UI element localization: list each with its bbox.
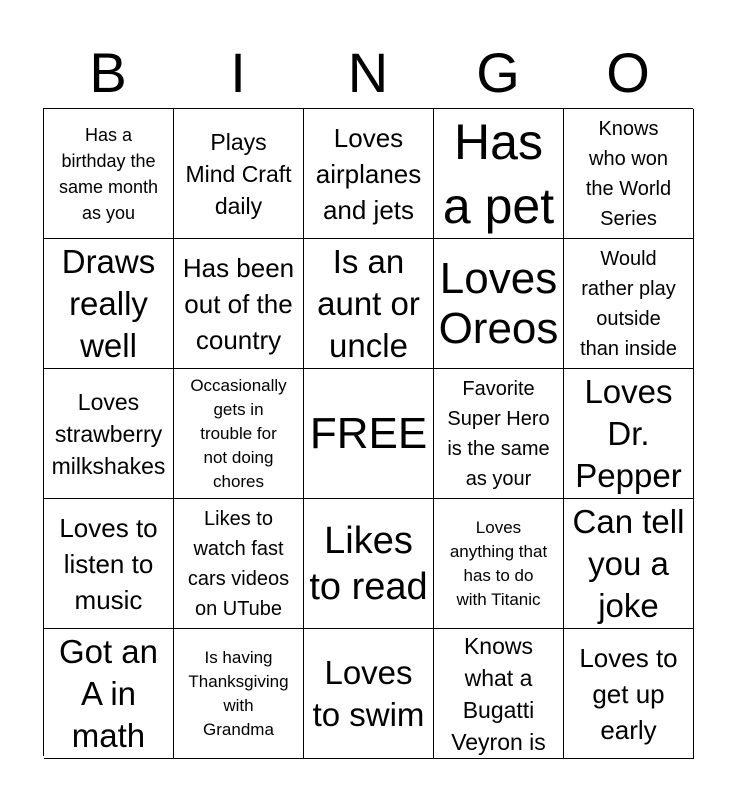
- bingo-cell[interactable]: [44, 499, 174, 629]
- bingo-cell[interactable]: [44, 629, 174, 759]
- bingo-header: [43, 40, 693, 106]
- cell-text: Has a pet: [442, 113, 555, 234]
- bingo-cell[interactable]: [564, 109, 694, 239]
- bingo-cell[interactable]: [434, 369, 564, 499]
- header-letter-i: I: [230, 41, 246, 104]
- cell-text: Knows what a Bugatti Veyron is: [451, 632, 546, 755]
- bingo-cell[interactable]: [564, 499, 694, 629]
- bingo-cell[interactable]: [434, 109, 564, 239]
- bingo-cell[interactable]: [304, 239, 434, 369]
- cell-text: Favorite Super Hero is the same as your: [447, 377, 550, 490]
- cell-text: Likes to watch fast cars videos on UTube: [187, 507, 290, 620]
- cell-text: Loves to swim: [312, 653, 425, 733]
- cell-text: Has been out of the country: [182, 252, 295, 355]
- header-letter-b: B: [89, 41, 127, 104]
- cell-text: Would rather play outside than inside: [580, 247, 677, 360]
- cell-text: Occasionally gets in trouble for not doing chores: [190, 375, 287, 491]
- bingo-cell[interactable]: [564, 369, 694, 499]
- cell-text: Can tell you a joke: [572, 502, 685, 624]
- free-space[interactable]: [304, 369, 434, 499]
- cell-text: Loves anything that has to do with Titanic: [449, 517, 548, 609]
- bingo-cell[interactable]: [304, 629, 434, 759]
- bingo-cell[interactable]: [304, 499, 434, 629]
- cell-text: Got an A in math: [58, 632, 159, 754]
- cell-text: Loves Dr. Pepper: [575, 372, 682, 494]
- bingo-cell[interactable]: [44, 369, 174, 499]
- cell-text: Is having Thanksgiving with Grandma: [188, 647, 289, 739]
- bingo-cell[interactable]: [174, 369, 304, 499]
- bingo-cell[interactable]: [44, 109, 174, 239]
- cell-text: Loves airplanes and jets: [315, 122, 422, 225]
- header-letter-g: G: [476, 41, 520, 104]
- cell-text: Loves Oreos: [438, 253, 559, 353]
- header-letter-n: N: [347, 41, 389, 104]
- bingo-cell[interactable]: [174, 499, 304, 629]
- cell-text: Loves to get up early: [579, 642, 678, 745]
- cell-text: Loves to listen to music: [59, 512, 158, 615]
- bingo-cell[interactable]: [174, 109, 304, 239]
- free-space-label: FREE: [309, 408, 428, 458]
- bingo-cell[interactable]: [434, 239, 564, 369]
- cell-text: Loves strawberry milkshakes: [51, 388, 166, 479]
- bingo-grid: [43, 108, 693, 756]
- cell-text: Has a birthday the same month as you: [58, 124, 159, 223]
- bingo-cell[interactable]: [44, 239, 174, 369]
- bingo-cell[interactable]: [434, 499, 564, 629]
- cell-text: Is an aunt or uncle: [317, 242, 420, 364]
- cell-text: Likes to read: [309, 519, 428, 608]
- bingo-cell[interactable]: [434, 629, 564, 759]
- bingo-cell[interactable]: [174, 629, 304, 759]
- bingo-cell[interactable]: [564, 239, 694, 369]
- bingo-cell[interactable]: [174, 239, 304, 369]
- cell-text: Plays Mind Craft daily: [185, 128, 292, 219]
- bingo-cell[interactable]: [304, 109, 434, 239]
- bingo-cell[interactable]: [564, 629, 694, 759]
- cell-text: Draws really well: [61, 242, 156, 364]
- cell-text: Knows who won the World Series: [585, 117, 672, 230]
- header-letter-o: O: [606, 41, 650, 104]
